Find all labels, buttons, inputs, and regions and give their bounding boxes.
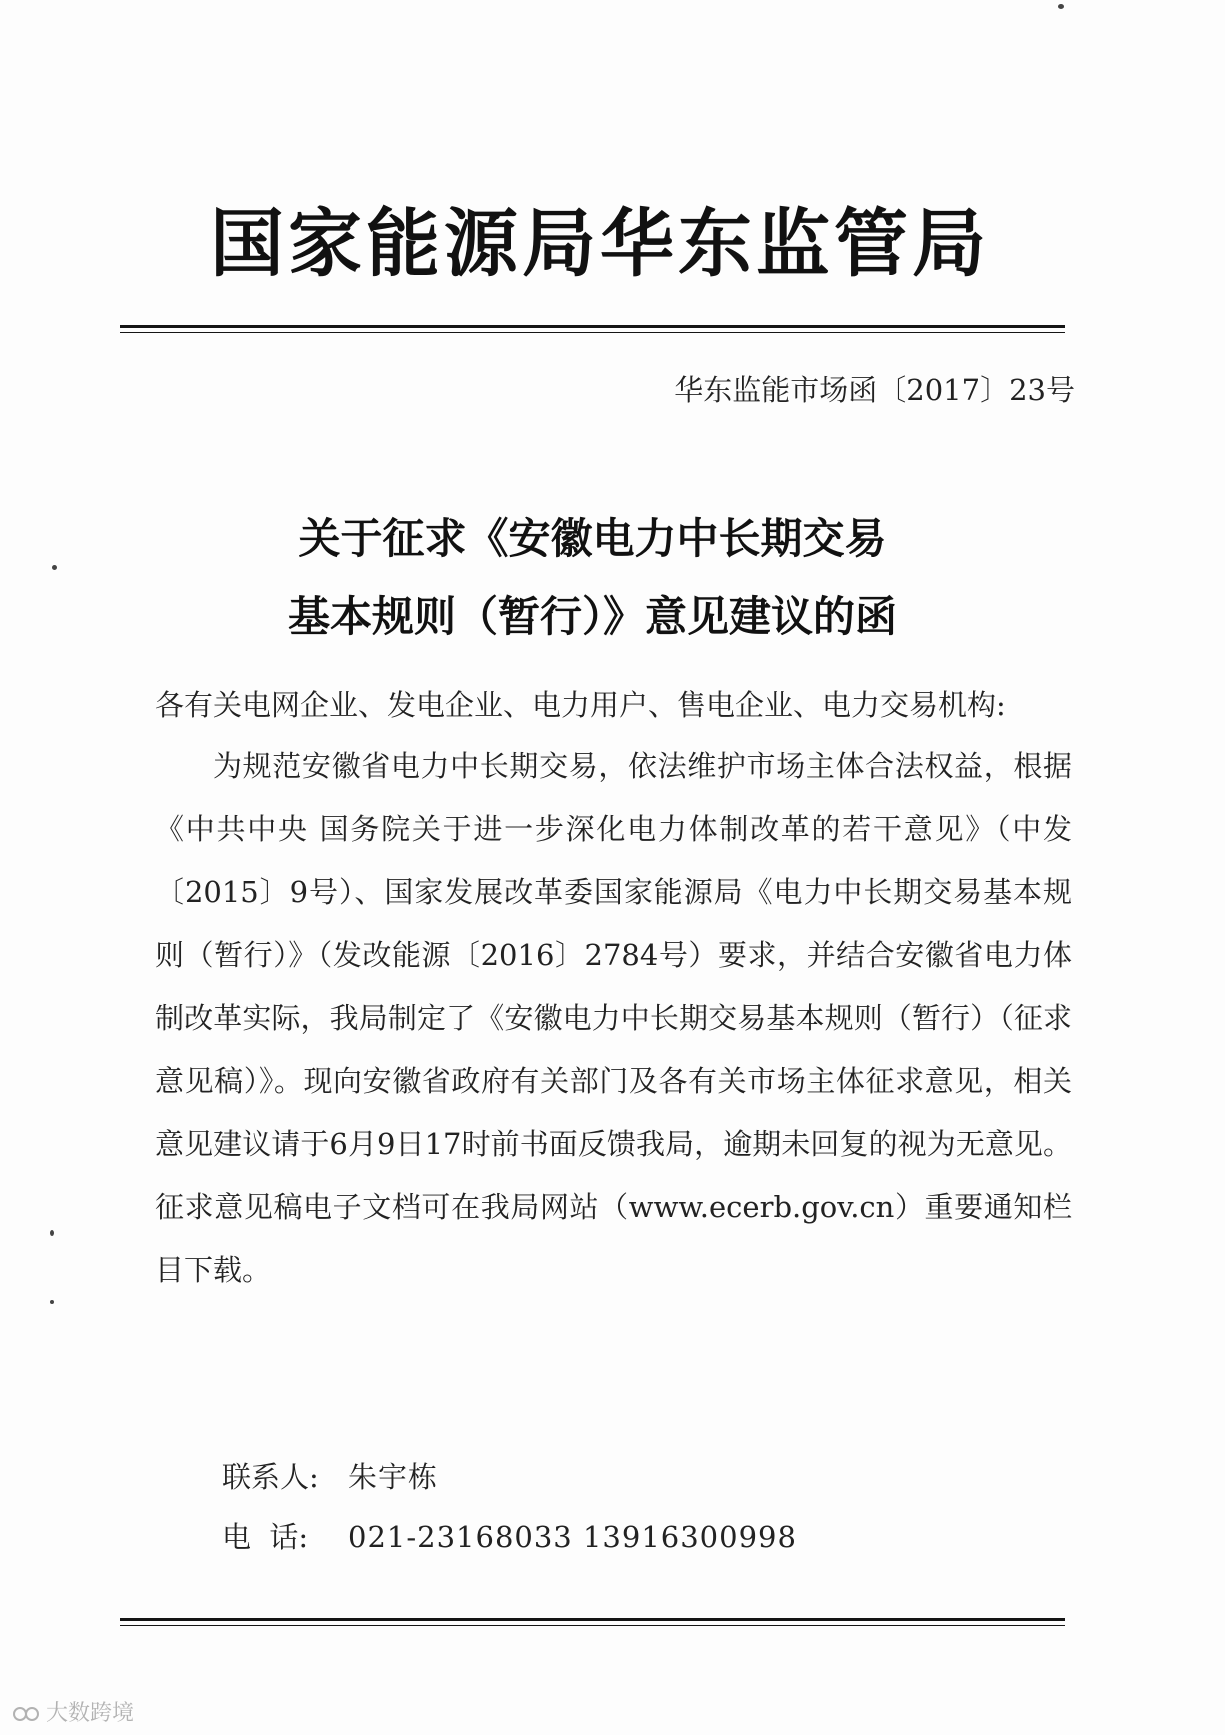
document-title-line-1: 关于征求《安徽电力中长期交易 — [298, 514, 887, 563]
contact-phone-label: 电 话: — [222, 1520, 309, 1554]
contact-person-label: 联系人: — [222, 1460, 319, 1494]
watermark-text: 大数跨境 — [46, 1701, 135, 1726]
watermark — [12, 1696, 134, 1727]
footer-divider — [120, 1618, 1065, 1626]
body-paragraph: 为规范安徽省电力中长期交易，依法维护市场主体合法权益，根据《中共中央 国务院关于进一步深化电力体制改革的若干意见》（中发〔2015〕9号）、国家发展改革委国家能源局《电力中长期交易基本规则（暂行）》（发改能源〔2016〕2784号）要求，并结合安徽省电力体制改革实际，我局制定了《安徽电力中长期交易基本规则（暂行）（征求意见稿）》。现向安徽省政府有关部门及各有关市场主体征求意见，相关意见建议请于6月9日17时前书面反馈我局，逾期未回复的视为无意见。征求意见稿电子文档可在我局网站（www.ecerb.gov.cn）重要通知栏目下载。 — [155, 749, 1072, 1287]
scan-speck — [1058, 4, 1064, 9]
document-title-line-2: 基本规则（暂行）》意见建议的函 — [287, 592, 897, 641]
scan-speck — [50, 1300, 54, 1304]
addressee: 各有关电网企业、发电企业、电力用户、售电企业、电力交易机构: — [155, 688, 1006, 722]
document-title — [120, 500, 1065, 656]
contact-person — [222, 1455, 438, 1496]
contact-phone-numbers: 021-23168033 13916300998 — [348, 1520, 797, 1554]
scan-speck — [50, 1230, 54, 1236]
scan-speck — [52, 565, 57, 570]
watermark-logo-icon — [12, 1703, 42, 1725]
contact-phone — [222, 1515, 797, 1556]
issuer-title: 国家能源局华东监管局 — [210, 201, 990, 287]
letterhead-divider — [120, 325, 1065, 333]
document-number: 华东监能市场函〔2017〕23号 — [674, 373, 1075, 407]
contact-person-name: 朱宇栋 — [348, 1460, 439, 1494]
